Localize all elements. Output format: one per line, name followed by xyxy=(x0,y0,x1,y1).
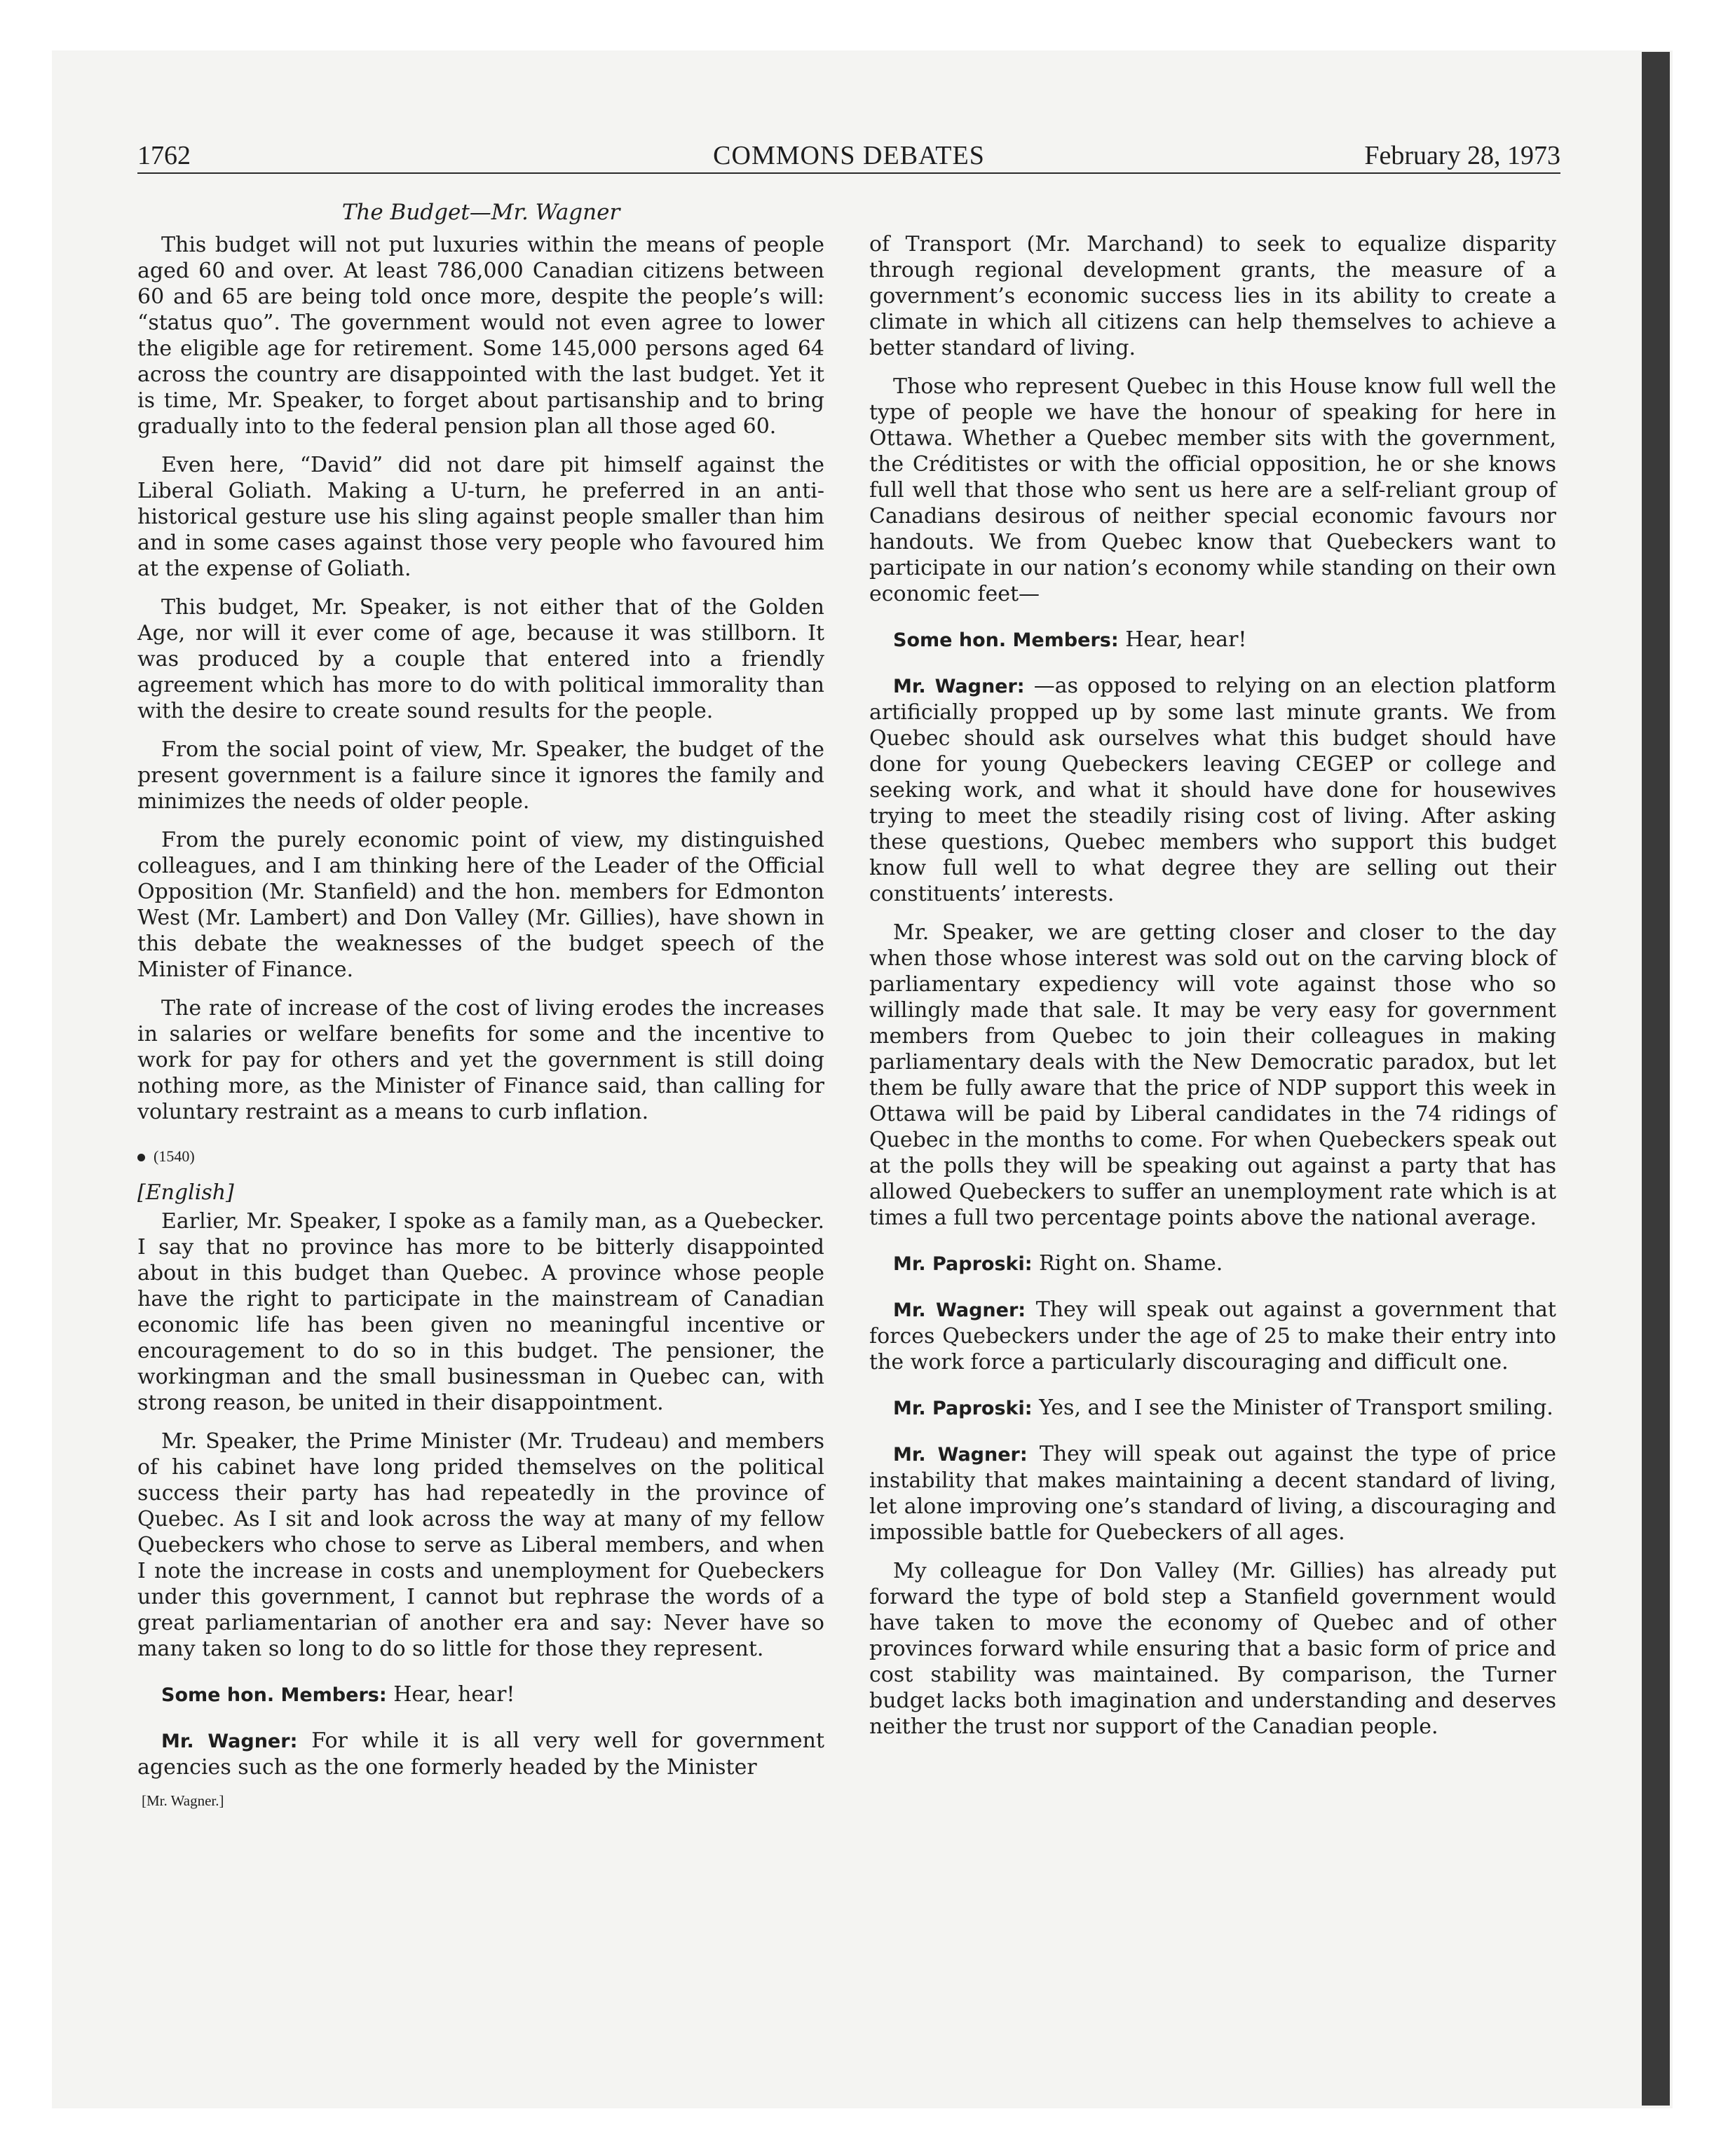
speaker-name: Some hon. Members: xyxy=(893,629,1119,651)
left-column xyxy=(137,198,824,1811)
paragraph: Mr. Speaker, the Prime Minister (Mr. Trudeau) and members of his cabinet have long prided themselves on the political success their party has had repeatedly in the province of Quebec. As I sit and look across the way at many of my fellow Quebeckers who chose to serve as Liberal members, and when I note the increase in costs and unemployment for Quebeckers under this government, I cannot but rephrase the words of a great parliamentarian of another era and say: Never have so many taken so long to do so little for those they represent. xyxy=(137,1429,824,1661)
bullet-icon xyxy=(137,1154,145,1161)
paragraph: From the purely economic point of view, my distinguished colleagues, and I am thinking here of the Leader of the Official Opposition (Mr. Stanfield) and the hon. members for Edmonton West (Mr. Lambert) and Don Valley (Mr. Gillies), have shown in this debate the weaknesses of the budget speech of the Minister of Finance. xyxy=(137,828,824,982)
speech-text: They will speak out against the type of price instability that makes maintaining a decent standard of living, let alone improving one’s standard of living, a discouraging and impossible battle for Quebeckers of all ages. xyxy=(869,1442,1556,1545)
page-number: 1762 xyxy=(137,141,191,170)
paragraph: Earlier, Mr. Speaker, I spoke as a family man, as a Quebecker. I say that no province has more to be bitterly disappointed about in this budget than Quebec. A province whose people have the right to participate in the mainstream of Canadian economic life has been given no meaningful incentive or encouragement to do so in this budget. The pensioner, the workingman and the small businessman in Quebec can, with strong reason, be united in their disappointment. xyxy=(137,1209,824,1415)
speech-text: They will speak out against a government that forces Quebeckers under the age of 25 to make their entry into the work force a particularly discouraging and difficult one. xyxy=(869,1297,1556,1374)
speech-text: Hear, hear! xyxy=(1125,627,1247,652)
speech-text: —as opposed to relying on an election platform artificially propped up by some last minute grants. We from Quebec should ask ourselves what this budget should have done for young Quebeckers leaving CEGEP or college and seeking work, and what it should have done for housewives trying to meet the steadily rising cost of living. After asking these questions, Quebec members who support this budget know full well to what degree they are selling out their constituents’ interests. xyxy=(869,674,1556,906)
interjection xyxy=(869,1441,1556,1546)
scan-edge-shadow xyxy=(1642,52,1670,2106)
time-marker xyxy=(137,1146,824,1167)
speech-text: For while it is all very well for government agencies such as the one formerly headed by the Minister xyxy=(137,1728,824,1780)
language-marker: [English] xyxy=(137,1180,234,1205)
speech-text: Right on. Shame. xyxy=(1039,1251,1223,1276)
paragraph: This budget, Mr. Speaker, is not either that of the Golden Age, nor will it ever come of age, because it was stillborn. It was produced by a couple that entered into a friendly agreement which has more to do with political immorality than with the desire to create sound results for the people. xyxy=(137,595,824,723)
speaker-name: Mr. Paproski: xyxy=(893,1398,1033,1419)
speech-text: Hear, hear! xyxy=(393,1682,515,1707)
speaker-name: Mr. Wagner: xyxy=(893,676,1025,697)
right-column xyxy=(869,231,1556,1752)
speech-text: Yes, and I see the Minister of Transport smiling. xyxy=(1039,1396,1553,1420)
paragraph: Mr. Speaker, we are getting closer and closer to the day when those whose interest was sold out on the carving block of parliamentary expediency will vote against those who so willingly made that sale. It may be very easy for government members from Quebec to join their colleagues in making parliamentary deals with the New Democratic paradox, but let them be fully aware that the price of NDP support this week in Ottawa will be paid by Liberal candidates in the 74 ridings of Quebec in the months to come. For when Quebeckers speak out at the polls they will be speaking out against a party that has allowed Quebeckers to suffer an unemployment rate which is at times a full two percentage points above the national average. xyxy=(869,920,1556,1230)
interjection xyxy=(869,673,1556,907)
interjection xyxy=(869,627,1556,653)
paragraph: This budget will not put luxuries within the means of people aged 60 and over. At least 786,000 Canadian citizens between 60 and 65 are being told once more, despite the people’s will: “status quo”. The government would not even agree to lower the eligible age for retirement. Some 145,000 persons aged 64 across the country are disappointed with the last budget. Yet it is time, Mr. Speaker, to forget about partisanship and to bring gradually into to the federal pension plan all those aged 60. xyxy=(137,233,824,439)
interjection xyxy=(869,1395,1556,1421)
interjection xyxy=(869,1250,1556,1277)
running-head: The Budget—Mr. Wagner xyxy=(341,200,620,225)
speaker-name: Mr. Wagner: xyxy=(893,1299,1026,1321)
paragraph: From the social point of view, Mr. Speaker, the budget of the present government is a failure since it ignores the family and minimizes the needs of older people. xyxy=(137,737,824,814)
publication-title: COMMONS DEBATES xyxy=(713,141,985,170)
time-marker-text: (1540) xyxy=(154,1147,195,1165)
speaker-name: Mr. Wagner: xyxy=(893,1444,1028,1466)
paragraph: Even here, “David” did not dare pit himself against the Liberal Goliath. Making a U-turn, he preferred in an anti-historical gesture use his sling against people smaller than him and in some cases against those very people who favoured him at the expense of Goliath. xyxy=(137,453,824,581)
interjection xyxy=(137,1681,824,1708)
paragraph: The rate of increase of the cost of living erodes the increases in salaries or welfare benefits for some and the incentive to work for pay for others and yet the government is still doing nothing more, as the Minister of Finance said, than calling for voluntary restraint as a means to curb inflation. xyxy=(137,996,824,1124)
speaker-name: Some hon. Members: xyxy=(161,1684,387,1706)
paragraph: My colleague for Don Valley (Mr. Gillies) has already put forward the type of bold step a Stanfield government would have taken to move the economy of Quebec and of other provinces forward while ensuring that a basic form of price and cost stability was maintained. By comparison, the Turner budget lacks both imagination and understanding and deserves neither the trust nor support of the Canadian people. xyxy=(869,1559,1556,1739)
publication-date: February 28, 1973 xyxy=(1364,141,1560,170)
footer-note: [Mr. Wagner.] xyxy=(142,1792,224,1809)
paragraph: Those who represent Quebec in this House know full well the type of people we have the honour of speaking for here in Ottawa. Whether a Quebec member sits with the government, the Créditistes or with the official opposition, he or she knows full well that those who sent us here are a self-reliant group of Canadians desirous of neither special economic favours nor handouts. We from Quebec know that Quebeckers want to participate in our nation’s economy while standing on their own economic feet— xyxy=(869,374,1556,606)
page-header xyxy=(137,139,1560,174)
paragraph: of Transport (Mr. Marchand) to seek to equalize disparity through regional development grants, the measure of a government’s economic success lies in its ability to create a climate in which all citizens can help themselves to achieve a better standard of living. xyxy=(869,232,1556,360)
interjection xyxy=(137,1728,824,1780)
interjection xyxy=(869,1297,1556,1375)
speaker-name: Mr. Paproski: xyxy=(893,1253,1033,1275)
speaker-name: Mr. Wagner: xyxy=(161,1731,298,1752)
